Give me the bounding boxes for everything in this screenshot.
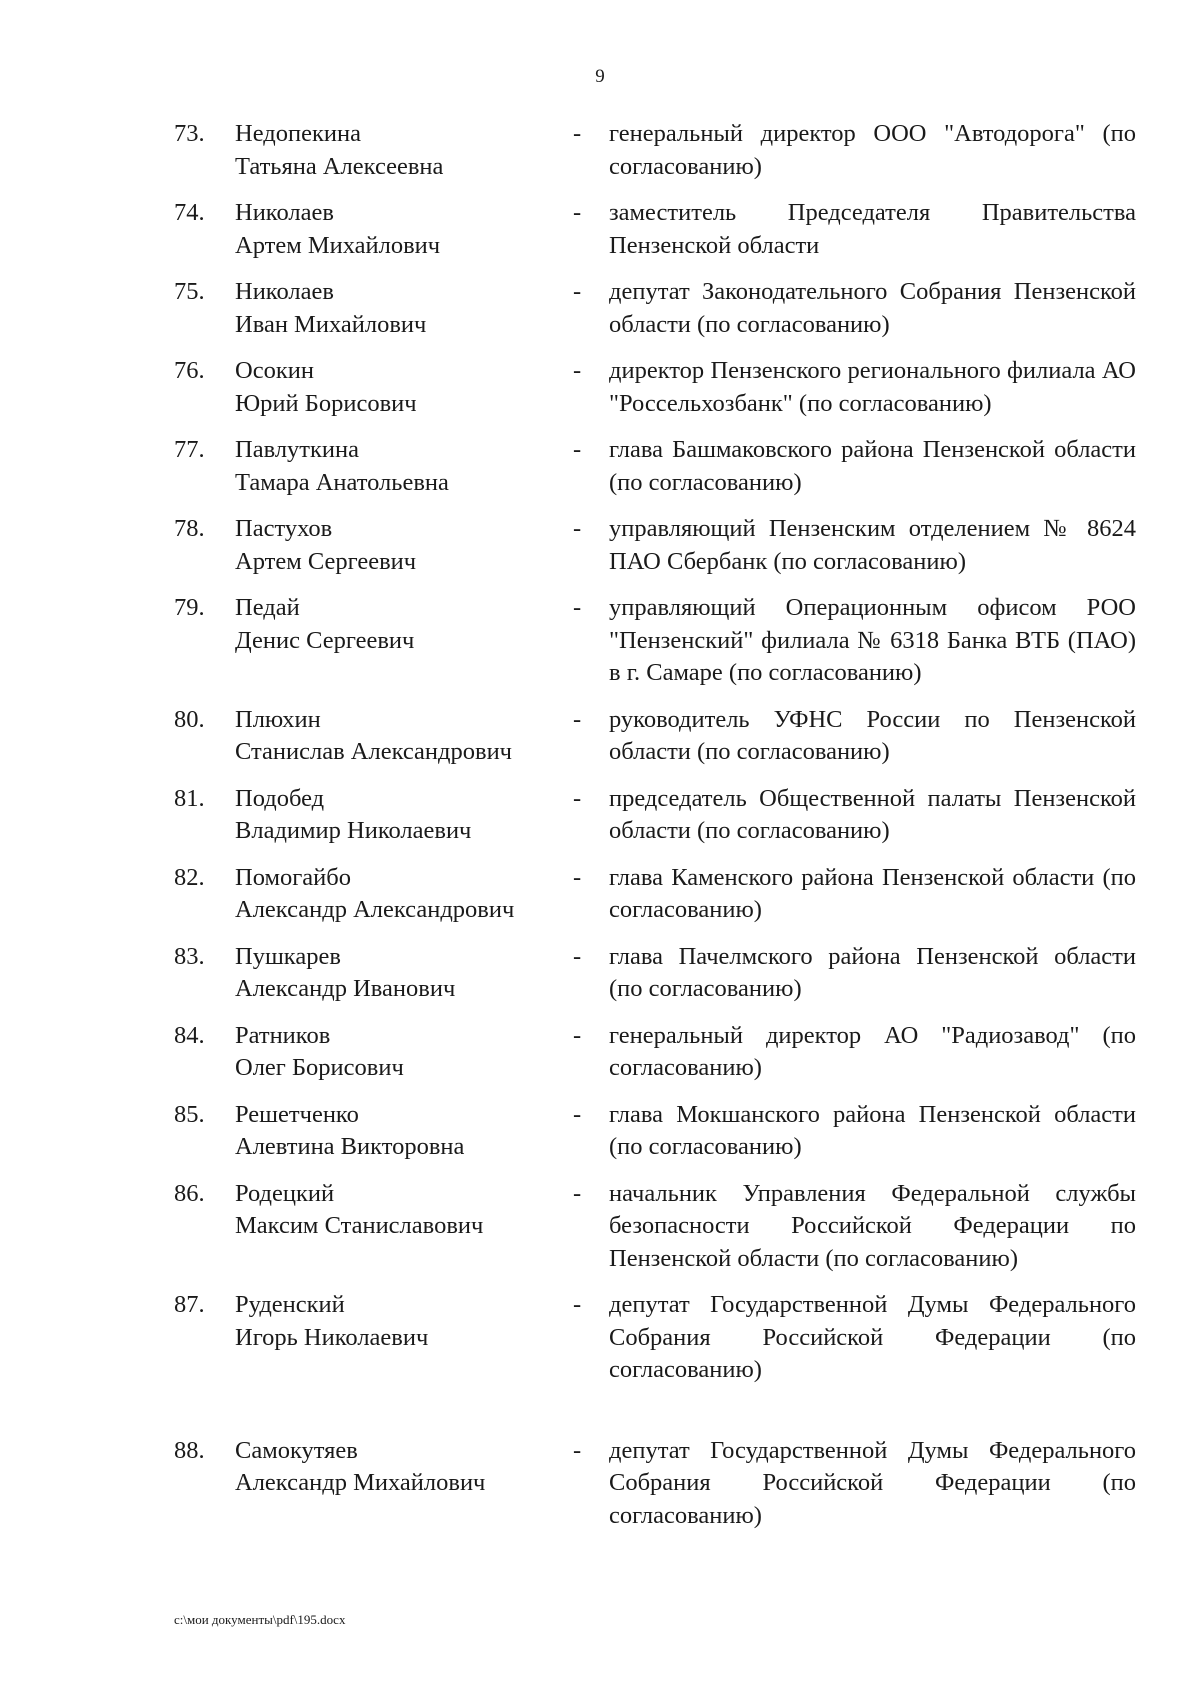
separator-dash: - xyxy=(573,1179,582,1207)
member-position: председатель Общественной палаты Пензенской области (по согласованию) xyxy=(609,784,1136,844)
list-item xyxy=(174,1099,1136,1164)
member-name xyxy=(235,941,573,1006)
member-given-names: Артем Михайлович xyxy=(235,231,441,259)
member-name xyxy=(235,276,573,341)
member-given-names: Артем Сергеевич xyxy=(235,547,417,575)
member-name xyxy=(235,513,573,578)
member-position: директор Пензенского регионального филиала АО "Россельхозбанк" (по согласованию) xyxy=(609,357,1136,417)
list-item xyxy=(174,1178,1136,1276)
item-number: 79. xyxy=(174,594,205,621)
item-number: 86. xyxy=(174,1179,205,1207)
member-name xyxy=(235,355,573,420)
list-item xyxy=(174,783,1136,848)
member-surname: Руденский xyxy=(235,1291,345,1318)
member-surname: Помогайбо xyxy=(235,863,351,891)
member-name xyxy=(235,1289,573,1387)
separator-dash: - xyxy=(573,863,582,891)
separator-dash: - xyxy=(573,436,582,463)
member-given-names: Алевтина Викторовна xyxy=(235,1133,465,1160)
list-item xyxy=(174,1289,1136,1387)
item-number: 81. xyxy=(174,784,205,812)
member-surname: Педай xyxy=(235,594,300,621)
member-name xyxy=(235,434,573,499)
item-number: 84. xyxy=(174,1021,205,1049)
member-given-names: Александр Михайлович xyxy=(235,1469,486,1496)
member-position: глава Пачелмского района Пензенской области (по согласованию) xyxy=(609,942,1136,1002)
member-given-names: Максим Станиславович xyxy=(235,1212,484,1239)
item-number: 87. xyxy=(174,1291,205,1318)
member-position: депутат Государственной Думы Федерального Собрания Российской Федерации (по согласованию) xyxy=(609,1291,1136,1383)
member-given-names: Тамара Анатольевна xyxy=(235,468,449,496)
separator-dash: - xyxy=(573,784,582,812)
member-surname: Плюхин xyxy=(235,705,321,733)
item-number: 88. xyxy=(174,1436,205,1464)
member-given-names: Юрий Борисович xyxy=(235,389,417,417)
list-item xyxy=(174,862,1136,927)
member-surname: Решетченко xyxy=(235,1100,359,1128)
members-list xyxy=(174,118,1136,1546)
item-number: 76. xyxy=(174,357,205,384)
item-number: 80. xyxy=(174,705,205,733)
member-given-names: Станислав Александрович xyxy=(235,738,513,765)
member-surname: Родецкий xyxy=(235,1179,335,1207)
member-position: глава Мокшанского района Пензенской области (по согласованию) xyxy=(609,1100,1136,1160)
list-item xyxy=(174,941,1136,1006)
member-given-names: Александр Иванович xyxy=(235,975,456,1002)
member-name xyxy=(235,1020,573,1085)
member-name xyxy=(235,1178,573,1276)
list-item xyxy=(174,434,1136,499)
separator-dash: - xyxy=(573,1291,582,1318)
member-position: заместитель Председателя Правительства Пензенской области xyxy=(609,199,1136,259)
member-name xyxy=(235,592,573,690)
member-position: глава Каменского района Пензенской области (по согласованию) xyxy=(609,863,1136,923)
member-position: генеральный директор АО "Радиозавод" (по согласованию) xyxy=(609,1021,1136,1081)
item-number: 74. xyxy=(174,199,205,226)
page-number: 9 xyxy=(595,66,605,87)
member-given-names: Игорь Николаевич xyxy=(235,1323,429,1351)
member-surname: Недопекина xyxy=(235,120,361,147)
separator-dash: - xyxy=(573,120,582,147)
separator-dash: - xyxy=(573,942,582,970)
list-item xyxy=(174,1435,1136,1533)
list-item xyxy=(174,197,1136,262)
separator-dash: - xyxy=(573,278,582,305)
member-surname: Николаев xyxy=(235,278,334,305)
file-path-footer: c:\мои документы\pdf\195.docx xyxy=(174,1612,346,1627)
member-position: глава Башмаковского района Пензенской области (по согласованию) xyxy=(609,436,1136,496)
member-given-names: Татьяна Алексеевна xyxy=(235,152,444,180)
member-given-names: Александр Александрович xyxy=(235,896,515,923)
member-position: руководитель УФНС России по Пензенской области (по согласованию) xyxy=(609,705,1136,765)
separator-dash: - xyxy=(573,199,582,226)
item-number: 77. xyxy=(174,436,205,463)
separator-dash: - xyxy=(573,705,582,733)
item-number: 75. xyxy=(174,278,205,305)
list-item xyxy=(174,704,1136,769)
member-surname: Самокутяев xyxy=(235,1436,358,1464)
member-name xyxy=(235,118,573,183)
item-number: 83. xyxy=(174,942,205,970)
member-name xyxy=(235,704,573,769)
member-position: генеральный директор ООО "Автодорога" (по согласованию) xyxy=(609,120,1136,180)
member-name xyxy=(235,1435,573,1533)
member-given-names: Денис Сергеевич xyxy=(235,626,415,654)
item-number: 82. xyxy=(174,863,205,891)
member-surname: Николаев xyxy=(235,199,334,226)
list-item xyxy=(174,513,1136,578)
list-item xyxy=(174,355,1136,420)
member-given-names: Олег Борисович xyxy=(235,1054,404,1081)
separator-dash: - xyxy=(573,1100,582,1128)
item-number: 85. xyxy=(174,1100,205,1128)
member-name xyxy=(235,783,573,848)
separator-dash: - xyxy=(573,594,582,621)
member-name xyxy=(235,1099,573,1164)
list-item xyxy=(174,1020,1136,1085)
member-position: депутат Государственной Думы Федерального Собрания Российской Федерации (по согласованию) xyxy=(609,1436,1136,1529)
item-number: 78. xyxy=(174,515,205,542)
list-item xyxy=(174,118,1136,183)
separator-dash: - xyxy=(573,1021,582,1049)
separator-dash: - xyxy=(573,1436,582,1464)
member-name xyxy=(235,862,573,927)
member-surname: Пастухов xyxy=(235,515,333,542)
member-position: управляющий Пензенским отделением № 8624 ПАО Сбербанк (по согласованию) xyxy=(609,515,1136,575)
member-surname: Ратников xyxy=(235,1021,331,1049)
separator-dash: - xyxy=(573,357,582,384)
member-position: начальник Управления Федеральной службы безопасности Российской Федерации по Пензенской области (по согласованию) xyxy=(609,1179,1136,1272)
member-position: управляющий Операционным офисом РОО "Пензенский" филиала № 6318 Банка ВТБ (ПАО) в г. Самаре (по согласованию) xyxy=(609,594,1136,686)
member-given-names: Иван Михайлович xyxy=(235,310,427,338)
member-position: депутат Законодательного Собрания Пензенской области (по согласованию) xyxy=(609,278,1136,338)
item-number: 73. xyxy=(174,120,205,147)
member-surname: Осокин xyxy=(235,357,314,384)
member-name xyxy=(235,197,573,262)
list-item xyxy=(174,592,1136,690)
member-surname: Павлуткина xyxy=(235,436,359,463)
member-given-names: Владимир Николаевич xyxy=(235,817,472,844)
separator-dash: - xyxy=(573,515,582,542)
member-surname: Подобед xyxy=(235,784,325,812)
member-surname: Пушкарев xyxy=(235,942,341,970)
list-item xyxy=(174,276,1136,341)
